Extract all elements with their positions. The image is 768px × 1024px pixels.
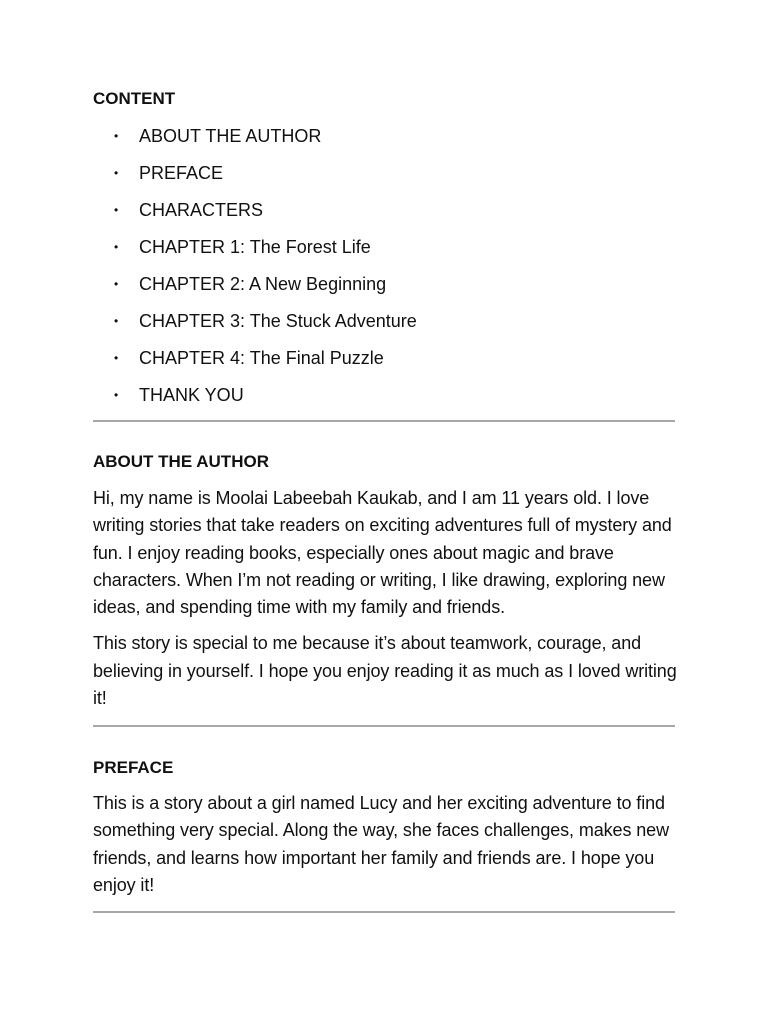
toc-item-characters <box>93 198 675 235</box>
toc-item-label: CHAPTER 3: The Stuck Adventure <box>139 311 417 331</box>
bullet-icon: • <box>114 166 119 180</box>
toc-item-label: CHAPTER 1: The Forest Life <box>139 237 371 257</box>
bullet-icon: • <box>114 314 119 328</box>
toc-heading: CONTENT <box>93 89 176 108</box>
preface-body <box>93 790 683 908</box>
toc-item-preface <box>93 161 675 198</box>
toc-item-label: CHAPTER 4: The Final Puzzle <box>139 348 384 368</box>
toc-item-chapter-3 <box>93 309 675 346</box>
preface-paragraph: This is a story about a girl named Lucy and her exciting adventure to find something very special. Along the way, she faces challenges, makes new friends, and learns how important her family and friends are. I hope you enjoy it! <box>93 793 669 895</box>
about-author-heading: ABOUT THE AUTHOR <box>93 452 269 471</box>
bullet-icon: • <box>114 203 119 217</box>
preface-heading: PREFACE <box>93 758 174 777</box>
toc-item-about-the-author <box>93 124 675 161</box>
bullet-icon: • <box>114 240 119 254</box>
toc-list <box>93 124 675 420</box>
about-author-paragraph: Hi, my name is Moolai Labeebah Kaukab, and I am 11 years old. I love writing stories that take readers on exciting adventures full of mystery and fun. I enjoy reading books, especially ones about magic and brave characters. When I’m not reading or writing, I like drawing, exploring new ideas, and spending time with my family and friends. <box>93 488 672 618</box>
about-author-body <box>93 485 683 721</box>
toc-item-label: PREFACE <box>139 163 224 183</box>
toc-item-chapter-1 <box>93 235 675 272</box>
bullet-icon: • <box>114 129 119 143</box>
section-divider <box>93 420 675 422</box>
toc-item-label: ABOUT THE AUTHOR <box>139 126 322 146</box>
toc-item-label: CHAPTER 2: A New Beginning <box>139 274 387 294</box>
section-divider <box>93 911 675 913</box>
toc-item-label: THANK YOU <box>139 385 244 405</box>
bullet-icon: • <box>114 351 119 365</box>
toc-item-chapter-4 <box>93 346 675 383</box>
bullet-icon: • <box>114 388 119 402</box>
toc-item-thank-you <box>93 383 675 420</box>
section-divider <box>93 725 675 727</box>
bullet-icon: • <box>114 277 119 291</box>
about-author-paragraph: This story is special to me because it’s about teamwork, courage, and believing in yourself. I hope you enjoy reading it as much as I loved writing it! <box>93 633 677 709</box>
toc-item-label: CHARACTERS <box>139 200 264 220</box>
toc-item-chapter-2 <box>93 272 675 309</box>
